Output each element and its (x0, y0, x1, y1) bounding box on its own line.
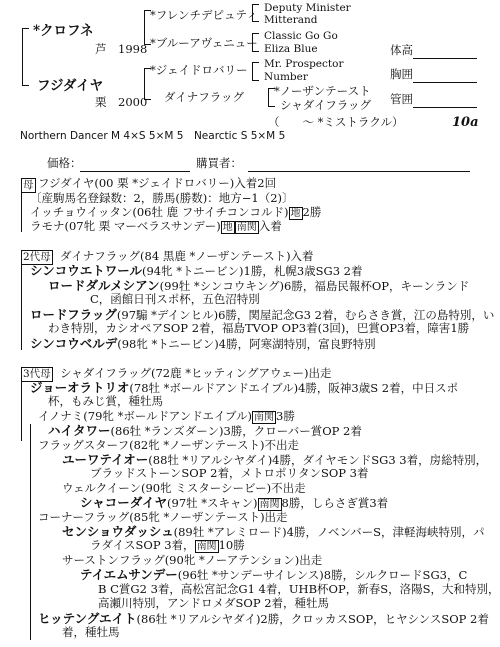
sds: Classic Go Go (264, 30, 338, 42)
foal-continuation: C，函館日刊スポ杯，五色沼特別 (90, 292, 260, 306)
gen3-tag: 3代母 (23, 368, 51, 380)
foal-result: 10勝 (218, 538, 245, 552)
foal-name: ユーワテイオー (62, 452, 149, 467)
ddd: シャダイフラッグ (280, 98, 371, 112)
foal-result: 入着 (258, 219, 282, 233)
sire-name: *クロフネ (33, 23, 94, 39)
foal-entry: ウェルクイーン(90牝 ミスターシービー)不出走 (62, 481, 306, 495)
foal-continuation (90, 539, 245, 554)
foal-name: ヒッテングエイト (38, 611, 137, 626)
foal-name: シンコウベルデ (30, 336, 118, 351)
sdd: Eliza Blue (264, 43, 318, 55)
dam-dam: ダイナフラッグ (164, 90, 245, 104)
foal-result: 2勝 (302, 205, 322, 219)
section-rule (21, 264, 22, 350)
foal-name: シンコウエトワール (30, 263, 142, 278)
local-tag: 地 (222, 222, 233, 233)
dss: Mr. Prospector (264, 58, 344, 70)
foal-text: (97牡 *スキャン) (167, 496, 258, 510)
local-tag: 地 (290, 208, 301, 219)
price-label: 価格： (47, 156, 82, 170)
dds: *ノーザンテースト (274, 84, 371, 98)
foal-entry (48, 424, 362, 439)
foal-name: ハイタワー (48, 423, 111, 438)
foal-name: シャコーダイヤ (80, 495, 168, 510)
section-rule (21, 381, 22, 441)
height-field[interactable] (413, 58, 477, 59)
foal-entry (30, 220, 282, 235)
price-field[interactable] (80, 171, 190, 172)
foal-continuation: 杯，もみじ賞，種牡馬 (48, 394, 163, 408)
foal-result: 8勝，しらさぎ賞3着 (281, 496, 389, 510)
dam-name: フジダイヤ (37, 78, 104, 94)
buyer-label: 購買者： (196, 156, 242, 170)
foal-text: (78牡 *ボールドアンドエイブル)4勝，阪神3歳S 2着，中日スポ (129, 381, 459, 395)
nankan-tag: 南関 (254, 412, 275, 423)
foal-entry (30, 337, 376, 352)
nankan-tag: 南関 (236, 222, 257, 233)
foal-name: テイエムサンデー (80, 567, 178, 582)
dam-sire: *ジェイドロバリー (150, 63, 248, 77)
foal-entry: コーナーフラッグ(85牝 *ノーザンテースト)出走 (38, 510, 288, 524)
foal-text: イノナミ(79牝 *ボールドアンドエイブル) (38, 409, 253, 423)
foal-entry (80, 568, 467, 583)
sire-color: 芦 (95, 42, 107, 56)
foal-text: ラダイスSOP 3着， (90, 538, 195, 552)
pedigree-bracket (22, 28, 29, 86)
sss: Deputy Minister (264, 2, 351, 14)
foal-entry (30, 264, 363, 279)
ssd: Mitterand (264, 14, 318, 26)
foal-text: (88牡 *リアルシヤダイ)4勝，ダイヤモンドSG3 3着，房総特別， (148, 453, 488, 467)
foal-entry: サーストンフラッグ(90牝 *ノーアテンション)出走 (62, 553, 323, 567)
family-number: 10a (452, 115, 479, 130)
foal-text: (86牡 *リアルシヤダイ)2勝，クロッカスSOP，ヒヤシンスSOP 2着 (136, 612, 489, 626)
sire-year: 1998 (118, 42, 148, 56)
foal-continuation: 高瀬川特別，アンドロメダSOP 2着，種牡馬 (98, 596, 330, 610)
foal-continuation: 着，種牡馬 (62, 625, 120, 639)
foal-text: (98牝 *トニービン)4勝，阿寒湖特別，富良野特別 (117, 337, 376, 351)
foal-name: ロードフラッグ (30, 307, 117, 322)
foal-text: イッチョウイッタン(06牡 鹿 フサイチコンコルド) (30, 205, 289, 219)
dam-year: 2000 (118, 95, 148, 109)
nankan-tag: 南関 (259, 499, 280, 510)
foal-text: (96牡 *サンデーサイレンス)8勝，シルクロードSG3，C (177, 568, 468, 582)
foal-continuation: B C賞G2 3着，高松宮記念G1 4着，UHB杯OP，新春S，洛陽S，大和特別， (98, 582, 500, 596)
foal-text: (94牝 *トニービン)1勝，札幌3歳SG3 2着 (141, 264, 363, 278)
sire-sire: *フレンチデピュティ (150, 8, 258, 22)
foal-name: センショウダッシュ (62, 524, 174, 539)
dam-foals-summary: 〔産駒馬名登録数：2，勝馬(勝数)：地方−1（2)〕 (30, 191, 294, 205)
foal-entry: フラッグスターフ(82牝 *ノーザンテースト)不出走 (38, 438, 299, 452)
height-label: 体高 (390, 43, 413, 57)
dam-line: フジダイヤ(00 栗 *ジェイドロバリー)入着2回 (38, 176, 277, 190)
chest-label: 胸囲 (390, 67, 413, 81)
dsd: Number (264, 71, 308, 83)
gen2-tag: 2代母 (23, 251, 51, 263)
family-note: （ 〜 *ミストラクル） (268, 115, 404, 129)
section-rule (30, 424, 31, 640)
cannon-field[interactable] (413, 107, 477, 108)
second-dam-line: ダイナフラッグ(84 黒鹿 *ノーザンテースト)入着 (60, 249, 314, 263)
foal-name: ロードダルメシアン (48, 278, 160, 293)
dam-tag: 母 (23, 179, 34, 191)
foal-text: ラモナ(07牝 栗 マーベラスサンデー) (30, 219, 221, 233)
foal-continuation: わき特別，カシオペアSOP 2着，福島TVOP OP3着(3回)，巴賞OP3着，障害1勝 (48, 321, 470, 335)
chest-field[interactable] (413, 82, 477, 83)
foal-continuation: ブラッドストーンSOP 2着，メトロポリタンSOP 3着 (90, 466, 369, 480)
cannon-label: 管囲 (390, 92, 413, 106)
foal-text: (89牡 *アレミロード)4勝，ノベンバーS，津軽海峡特別，パ (173, 525, 485, 539)
foal-name: ジョーオラトリオ (30, 380, 130, 395)
foal-result: 3勝 (276, 409, 295, 423)
third-dam-line: シャダイフラッグ(72鹿 *ヒッティングアウェー)出走 (60, 366, 332, 380)
pedigree-bracket (252, 62, 259, 81)
dam-color: 栗 (95, 95, 107, 109)
inbreeding: Northern Dancer M 4×S 5×M 5 Nearctic S 5×M 5 (20, 130, 286, 142)
foal-text: (86牡 *ランズダーン)3勝，クローバー賞OP 2着 (110, 424, 362, 438)
foal-text: (99牡 *シンコウキング)6勝，福島民報杯OP，キーンランド (159, 279, 470, 293)
section-rule (21, 192, 22, 232)
buyer-field[interactable] (248, 171, 470, 172)
sire-dam: *ブルーアヴェニュー (150, 36, 258, 50)
nankan-tag: 南関 (196, 541, 217, 552)
foal-text: (97騸 *デインヒル)6勝，関屋記念G3 2着，むらさき賞，江の島特別，い (116, 308, 495, 322)
